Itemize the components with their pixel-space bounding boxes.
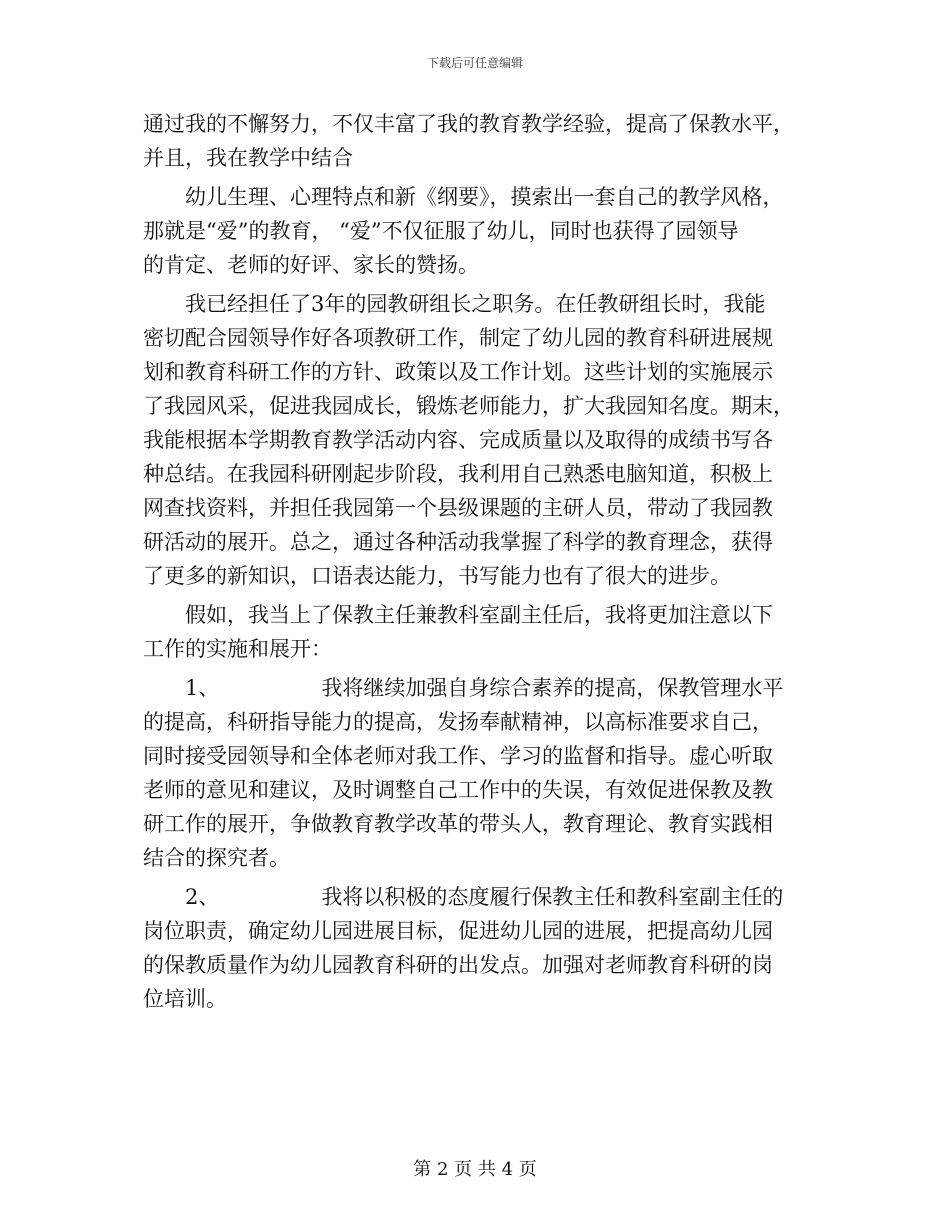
- text-line: [143, 671, 811, 705]
- item-number: 1、: [185, 676, 220, 700]
- text-line: 岗位职责，确定幼儿园进展目标，促进幼儿园的进展，把提高幼儿园: [143, 919, 773, 943]
- text-line: 并且，我在教学中结合: [143, 146, 353, 170]
- text-line: 通过我的不懈努力，不仅丰富了我的教育教学经验，提高了保教水平，: [143, 112, 794, 136]
- numbered-item-2: [143, 880, 811, 1016]
- text-line: 的保教质量作为幼儿园教育科研的出发点。加强对老师教育科研的岗: [143, 953, 773, 977]
- paragraph-0: [143, 107, 811, 175]
- text-line: [143, 880, 811, 914]
- paragraph-2: [143, 287, 811, 593]
- item-number: 2、: [185, 885, 220, 909]
- text-line: 结合的探究者。: [143, 846, 290, 870]
- text-line: 的提高，科研指导能力的提高，发扬奉献精神，以高标准要求自己，: [143, 710, 773, 734]
- text-line: 我已经担任了3年的园教研组长之职务。在任教研组长时，我能: [185, 292, 766, 316]
- text-line: 位培训。: [143, 987, 227, 1011]
- text-line: 工作的实施和展开：: [143, 637, 332, 661]
- text-line: 种总结。在我园科研刚起步阶段，我利用自己熟悉电脑知道，积极上: [143, 462, 773, 486]
- text-line: 划和教育科研工作的方针、政策以及工作计划。这些计划的实施展示: [143, 360, 773, 384]
- page-header: 下载后可任意编辑: [426, 56, 523, 70]
- paragraph-1: [143, 180, 811, 282]
- document-body: [143, 107, 811, 1021]
- numbered-item-1: [143, 671, 811, 875]
- item-text: 我将继续加强自身综合素养的提高，保教管理水平: [321, 676, 784, 700]
- item-text: 我将以积极的态度履行保教主任和教科室副主任的: [321, 885, 784, 909]
- text-line: 研活动的展开。总之，通过各种活动我掌握了科学的教育理念，获得: [143, 530, 773, 554]
- text-line: 的肯定、老师的好评、家长的赞扬。: [143, 253, 479, 277]
- text-line: 同时接受园领导和全体老师对我工作、学习的监督和指导。虚心听取: [143, 744, 773, 768]
- text-line: 我能根据本学期教育教学活动内容、完成质量以及取得的成绩书写各: [143, 428, 773, 452]
- text-line: 密切配合园领导作好各项教研工作，制定了幼儿园的教育科研进展规: [143, 326, 773, 350]
- text-line: 老师的意见和建议，及时调整自己工作中的失误，有效促进保教及教: [143, 778, 773, 802]
- text-line: 网查找资料，并担任我园第一个县级课题的主研人员，带动了我园教: [143, 496, 773, 520]
- text-line: 假如，我当上了保教主任兼教科室副主任后，我将更加注意以下: [185, 603, 773, 627]
- page-footer: 第 2 页 共 4 页: [413, 1159, 537, 1180]
- text-line: 了我园风采，促进我园成长，锻炼老师能力，扩大我园知名度。期末，: [143, 394, 794, 418]
- text-line: 研工作的展开，争做教育教学改革的带头人，教育理论、教育实践相: [143, 812, 773, 836]
- text-line: 那就是“爱”的教育， “爱”不仅征服了幼儿，同时也获得了园领导: [143, 219, 739, 243]
- text-line: 幼儿生理、心理特点和新《纲要》，摸索出一套自己的教学风格，: [185, 185, 784, 209]
- paragraph-3: [143, 598, 811, 666]
- text-line: 了更多的新知识，口语表达能力，书写能力也有了很大的进步。: [143, 564, 731, 588]
